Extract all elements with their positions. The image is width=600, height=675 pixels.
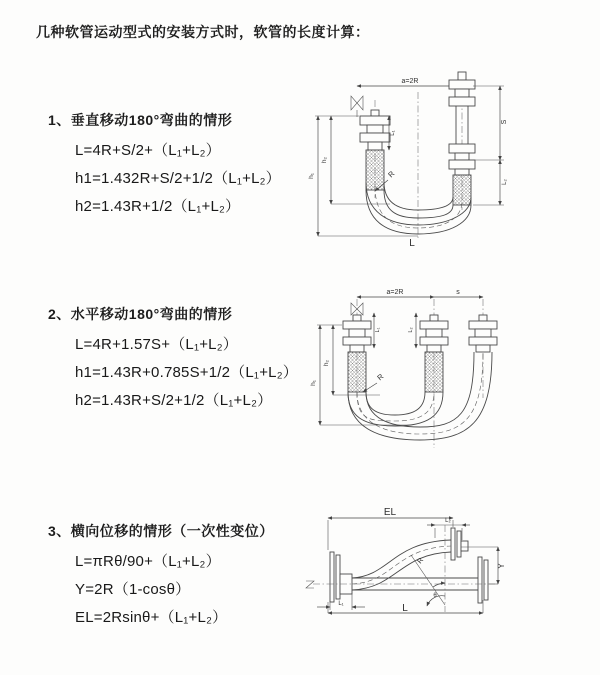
dimension-l2 (427, 518, 470, 540)
formula-line: h2=1.43R+1/2（L₁+L₂） (75, 198, 241, 215)
dim-label-l2: L₂ (408, 327, 414, 333)
hose-curves (348, 352, 492, 440)
formula-line: h2=1.43R+S/2+1/2（L₁+L₂） (75, 392, 273, 409)
dimension-l2 (473, 160, 508, 205)
dim-label-r: R (375, 371, 386, 383)
dimension-el (328, 507, 453, 550)
diagram-vertical-180-bend (305, 70, 535, 252)
page-title: 几种软管运动型式的安装方式时，软管的长度计算： (36, 24, 370, 40)
dimension-a2r (357, 78, 462, 86)
section-1-heading: 1、垂直移动180°弯曲的情形 (48, 112, 233, 128)
radius-construction (411, 525, 445, 612)
dim-label-theta: θ (433, 593, 437, 599)
middle-fitting (420, 315, 448, 392)
dimension-l1 (374, 313, 381, 348)
formula-line: h1=1.432R+S/2+1/2（L₁+L₂） (75, 170, 281, 187)
dim-label-h1: h₁ (310, 380, 317, 386)
section-3-heading: 3、横向位移的情形（一次性变位） (48, 523, 274, 539)
dimension-a2r (357, 289, 434, 297)
dim-label-y: Y (497, 563, 506, 569)
dimension-l2 (408, 313, 416, 348)
diagram-horizontal-180-bend (300, 283, 540, 455)
dim-label-a2r: a=2R (401, 78, 419, 85)
moved-fitting (469, 315, 497, 352)
dim-label-l2: L₂ (502, 179, 508, 185)
left-flange (330, 552, 352, 602)
dim-label-s: s (456, 289, 460, 296)
dimension-l1 (317, 594, 365, 610)
dim-label-L: L (409, 238, 415, 249)
left-fitting (360, 110, 390, 190)
left-fitting (343, 315, 371, 392)
formula-line: EL=2Rsinθ+（L₁+L₂） (75, 609, 228, 626)
dim-label-r: R (386, 169, 397, 180)
braided-hose-section (453, 175, 471, 205)
braided-hose-section (425, 352, 443, 392)
dim-label-l1: L₁ (390, 130, 396, 136)
dim-label-l1: L₁ (338, 601, 344, 607)
original-flange (478, 557, 488, 603)
dim-label-l2: L₂ (445, 518, 451, 524)
dimension-s (473, 86, 508, 160)
displaced-flange (451, 528, 468, 560)
dim-label-s: S (501, 119, 508, 125)
formula-line: Y=2R（1-cosθ） (75, 581, 191, 598)
dim-label-a2r: a=2R (386, 289, 404, 296)
diagram-lateral-displacement (295, 500, 595, 635)
dim-label-L: L (402, 603, 408, 614)
formula-line: h1=1.43R+0.785S+1/2（L₁+L₂） (75, 364, 298, 381)
right-fitting (449, 72, 475, 205)
dimension-s-move (434, 289, 483, 297)
formula-line: L=πRθ/90+（L₁+L₂） (75, 553, 221, 570)
dim-label-l1: L₁ (375, 327, 381, 333)
dim-label-h2: h₂ (323, 359, 330, 367)
section-2-heading: 2、水平移动180°弯曲的情形 (48, 306, 233, 322)
hose-curved (352, 540, 451, 590)
dim-label-h2: h₂ (321, 156, 328, 164)
dimension-l (328, 600, 483, 614)
dimension-y (461, 547, 506, 584)
formula-line: L=4R+1.57S+（L₁+L₂） (75, 336, 238, 353)
centerline-break-symbol (306, 581, 314, 588)
braided-hose-section (348, 352, 366, 392)
dim-label-el: EL (383, 507, 397, 518)
dim-label-h1: h₁ (308, 173, 315, 179)
dim-label-r: R (416, 556, 426, 566)
valve-icon (351, 96, 363, 117)
braided-hose-section (366, 150, 384, 190)
formula-line: L=4R+S/2+（L₁+L₂） (75, 142, 221, 159)
